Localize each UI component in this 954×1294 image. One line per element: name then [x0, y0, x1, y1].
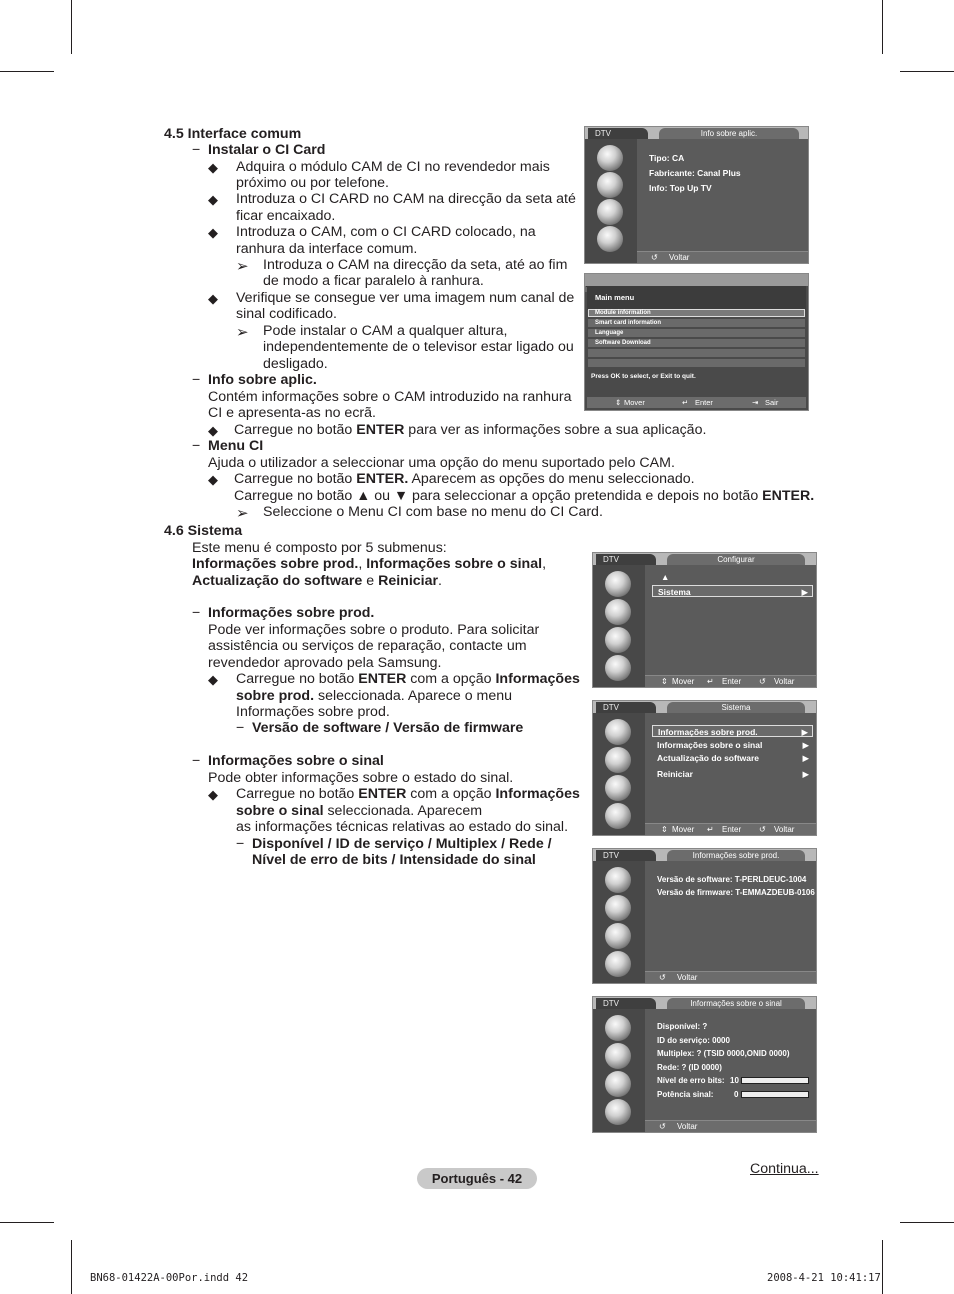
body-text: desligado.	[263, 356, 328, 372]
dash: −	[236, 836, 245, 852]
channel-icon	[597, 199, 623, 225]
crop-mark	[71, 1240, 72, 1294]
body-text: Nível de erro de bits / Intensidade do sinal	[252, 852, 536, 868]
screenshot-menu-ci	[584, 273, 809, 411]
body-text: Versão de software / Versão de firmware	[252, 720, 524, 736]
setup-icon	[605, 655, 631, 681]
body-text: Verifique se consegue ver uma imagem num canal de	[236, 290, 575, 306]
bullet-icon: ◆	[208, 160, 218, 175]
sidebar	[593, 565, 645, 687]
body-text: sobre o sinal seleccionada. Aparecem	[236, 803, 483, 819]
crop-mark	[900, 1222, 954, 1223]
body-text: Actualização do software e Reiniciar.	[192, 573, 442, 589]
continua-link: Continua...	[750, 1161, 819, 1177]
enter-label: Enter	[722, 825, 742, 834]
sidebar	[593, 1009, 645, 1132]
body-text: Introduza o CAM na direcção da seta, até ao fim	[263, 257, 568, 273]
body-text: CI e apresenta-as no ecrã.	[208, 405, 376, 421]
back-label: Voltar	[669, 253, 690, 262]
updown-icon: ⇕	[661, 677, 668, 686]
note-arrow-icon: ➢	[236, 258, 249, 275]
ci-main-menu: Main menu	[595, 293, 635, 302]
body-text: Carregue no botão ▲ ou ▼ para seleccionar a opção pretendida e depois no botão ENTER.	[234, 488, 815, 504]
channel-icon	[605, 775, 631, 801]
back-label: Voltar	[774, 825, 795, 834]
bullet-icon: ◆	[208, 192, 218, 207]
body-text: de modo a ficar paralelo à ranhura.	[263, 273, 484, 289]
note-arrow-icon: ➢	[236, 324, 249, 341]
crop-mark	[71, 0, 72, 54]
body-text: assistência ou serviços de reparação, contacte um	[208, 638, 527, 654]
dash: −	[192, 753, 201, 769]
screenshot-info-aplic	[584, 126, 809, 264]
picture-icon	[605, 867, 631, 893]
menu-item-actualizacao[interactable]: Actualização do software ▶	[657, 753, 809, 763]
help-bar	[645, 823, 816, 835]
bit-error-value: 10	[730, 1076, 739, 1085]
setup-icon	[605, 803, 631, 829]
crop-mark	[0, 1222, 54, 1223]
body-text: Este menu é composto por 5 submenus:	[192, 540, 447, 556]
info-line: Disponível: ?	[657, 1022, 708, 1031]
crop-mark	[0, 71, 54, 72]
page-number: Português - 42	[417, 1168, 537, 1189]
enter-icon: ↵	[682, 398, 689, 407]
setup-icon	[597, 226, 623, 252]
body-text: Disponível / ID de serviço / Multiplex / Rede /	[252, 836, 552, 852]
bit-error-bar	[741, 1077, 809, 1084]
sidebar	[593, 713, 645, 835]
exit-label: Sair	[765, 398, 779, 407]
body-text: próximo ou por telefone.	[236, 175, 390, 191]
info-line: ID do serviço: 0000	[657, 1036, 730, 1045]
sound-icon	[605, 747, 631, 773]
info-line: Rede: ? (ID 0000)	[657, 1063, 722, 1072]
sidebar	[585, 139, 637, 263]
dash: −	[192, 438, 201, 454]
move-label: Mover	[672, 825, 695, 834]
menu-item-info-sinal[interactable]: Informações sobre o sinal ▶	[657, 740, 809, 750]
channel-icon	[605, 627, 631, 653]
body-text: Carregue no botão ENTER com a opção Informações	[236, 786, 580, 802]
dash: −	[236, 720, 245, 736]
crop-mark	[882, 1240, 883, 1294]
subheading: Informações sobre prod.	[208, 605, 375, 621]
body-text: Carregue no botão ENTER. Aparecem as opções do menu seleccionado.	[234, 471, 695, 487]
setup-icon	[605, 1099, 631, 1125]
screenshot-info-prod	[592, 848, 817, 984]
scroll-up-icon: ▲	[661, 572, 670, 582]
ci-empty-row	[588, 359, 805, 367]
sound-icon	[605, 895, 631, 921]
help-bar	[637, 251, 808, 263]
back-label: Voltar	[677, 1122, 698, 1131]
return-icon: ↺	[759, 825, 766, 834]
section-heading: 4.6 Sistema	[164, 523, 243, 539]
info-line: Potência sinal:	[657, 1090, 714, 1099]
dtv-tag: DTV	[596, 998, 656, 1009]
info-line: Tipo: CA	[649, 153, 685, 163]
body-text: Pode instalar o CAM a qualquer altura,	[263, 323, 508, 339]
bullet-icon: ◆	[208, 472, 218, 487]
sound-icon	[605, 599, 631, 625]
info-line: Versão de firmware: T-EMMAZDEUB-0106	[657, 888, 815, 897]
ci-hint: Press OK to select, or Exit to quit.	[591, 373, 696, 380]
screenshot-configurar	[592, 552, 817, 688]
enter-icon: ↵	[707, 825, 714, 834]
screen-title: Informações sobre o sinal	[667, 998, 805, 1009]
help-bar	[645, 971, 816, 983]
date-slug: 2008-4-21 10:41:17	[767, 1272, 881, 1284]
body-text: as informações técnicas relativas ao estado do sinal.	[236, 819, 569, 835]
ci-help-bar	[587, 397, 806, 408]
menu-item-sistema[interactable]: Sistema ▶	[652, 585, 813, 597]
bullet-icon: ◆	[208, 225, 218, 240]
body-text: revendedor aprovado pela Samsung.	[208, 655, 442, 671]
updown-icon: ⇕	[615, 398, 622, 407]
body-text: independentemente de o televisor estar ligado ou	[263, 339, 574, 355]
body-text: Contém informações sobre o CAM introduzido na ranhura	[208, 389, 572, 405]
ci-item[interactable]: Software Download	[588, 339, 805, 347]
dash: −	[192, 142, 201, 158]
enter-label: Enter	[722, 677, 742, 686]
dtv-tag: DTV	[596, 554, 656, 565]
ci-item[interactable]: Language	[588, 329, 805, 337]
subheading: Info sobre aplic.	[208, 372, 317, 388]
picture-icon	[605, 571, 631, 597]
screen-title: Sistema	[667, 702, 805, 713]
body-text: Introduza o CAM, com o CI CARD colocado, na	[236, 224, 536, 240]
sound-icon	[597, 172, 623, 198]
enter-icon: ↵	[707, 677, 714, 686]
crop-mark	[900, 71, 954, 72]
info-line: Fabricante: Canal Plus	[649, 168, 741, 178]
body-text: ficar encaixado.	[236, 208, 336, 224]
bullet-icon: ◆	[208, 787, 218, 802]
ci-empty-row	[588, 349, 805, 357]
signal-strength-value: 0	[734, 1090, 739, 1099]
body-text: Pode ver informações sobre o produto. Para solicitar	[208, 622, 540, 638]
exit-icon: ⇥	[752, 398, 759, 407]
menu-item-reiniciar[interactable]: Reiniciar ▶	[657, 769, 809, 779]
picture-icon	[597, 145, 623, 171]
body-text: Introduza o CI CARD no CAM na direcção da seta até	[236, 191, 576, 207]
body-text: Informações sobre prod., Informações sobre o sinal,	[192, 556, 547, 572]
dash: −	[192, 605, 201, 621]
dtv-tag: DTV	[596, 702, 656, 713]
body-text: Carregue no botão ENTER com a opção Informações	[236, 671, 580, 687]
picture-icon	[605, 719, 631, 745]
info-line: Info: Top Up TV	[649, 183, 712, 193]
screen-title: Configurar	[667, 554, 805, 565]
section-heading: 4.5 Interface comum	[164, 126, 302, 142]
subheading: Instalar o CI Card	[208, 142, 326, 158]
note-arrow-icon: ➢	[236, 505, 249, 522]
screen-title: Info sobre aplic.	[659, 128, 799, 139]
info-line: Multiplex: ? (TSID 0000,ONID 0000)	[657, 1049, 790, 1058]
ci-item[interactable]: Smart card information	[588, 319, 805, 327]
info-line: Versão de software: T-PERLDEUC-1004	[657, 875, 807, 884]
dtv-tag: DTV	[588, 128, 648, 139]
enter-label: Enter	[695, 398, 713, 407]
screenshot-info-sinal	[592, 996, 817, 1133]
body-text: Pode obter informações sobre o estado do sinal.	[208, 770, 514, 786]
help-bar	[645, 675, 816, 687]
channel-icon	[605, 923, 631, 949]
help-bar	[645, 1120, 816, 1132]
return-icon: ↺	[659, 1122, 666, 1131]
move-label: Mover	[624, 398, 645, 407]
return-icon: ↺	[759, 677, 766, 686]
menu-item-info-prod[interactable]: Informações sobre prod. ▶	[652, 725, 813, 737]
body-text: Adquira o módulo CAM de CI no revendedor mais	[236, 159, 550, 175]
body-text: Informações sobre prod.	[236, 704, 390, 720]
crop-mark	[882, 0, 883, 54]
picture-icon	[605, 1015, 631, 1041]
body-text: sobre prod. seleccionada. Aparece o menu	[236, 688, 513, 704]
body-text: Seleccione o Menu CI com base no menu do CI Card.	[263, 504, 603, 520]
body-text: Ajuda o utilizador a seleccionar uma opção do menu suportado pelo CAM.	[208, 455, 675, 471]
updown-icon: ⇕	[661, 825, 668, 834]
ci-item[interactable]: Module information	[588, 309, 805, 317]
back-label: Voltar	[677, 973, 698, 982]
bullet-icon: ◆	[208, 291, 218, 306]
subheading: Menu CI	[208, 438, 264, 454]
screenshot-sistema	[592, 700, 817, 836]
dtv-tag: DTV	[596, 850, 656, 861]
bullet-icon: ◆	[208, 423, 218, 438]
return-icon: ↺	[651, 253, 658, 262]
move-label: Mover	[672, 677, 695, 686]
sound-icon	[605, 1043, 631, 1069]
sidebar	[593, 861, 645, 983]
channel-icon	[605, 1071, 631, 1097]
setup-icon	[605, 951, 631, 977]
dash: −	[192, 372, 201, 388]
info-line: Nível de erro bits:	[657, 1076, 725, 1085]
body-text: sinal codificado.	[236, 306, 337, 322]
bullet-icon: ◆	[208, 672, 218, 687]
back-label: Voltar	[774, 677, 795, 686]
file-slug: BN68-01422A-00Por.indd 42	[90, 1272, 249, 1284]
body-text: ranhura da interface comum.	[236, 241, 418, 257]
signal-strength-bar	[741, 1091, 809, 1098]
subheading: Informações sobre o sinal	[208, 753, 384, 769]
body-text: Carregue no botão ENTER para ver as informações sobre a sua aplicação.	[234, 422, 707, 438]
return-icon: ↺	[659, 973, 666, 982]
screen-title: Informações sobre prod.	[667, 850, 805, 861]
